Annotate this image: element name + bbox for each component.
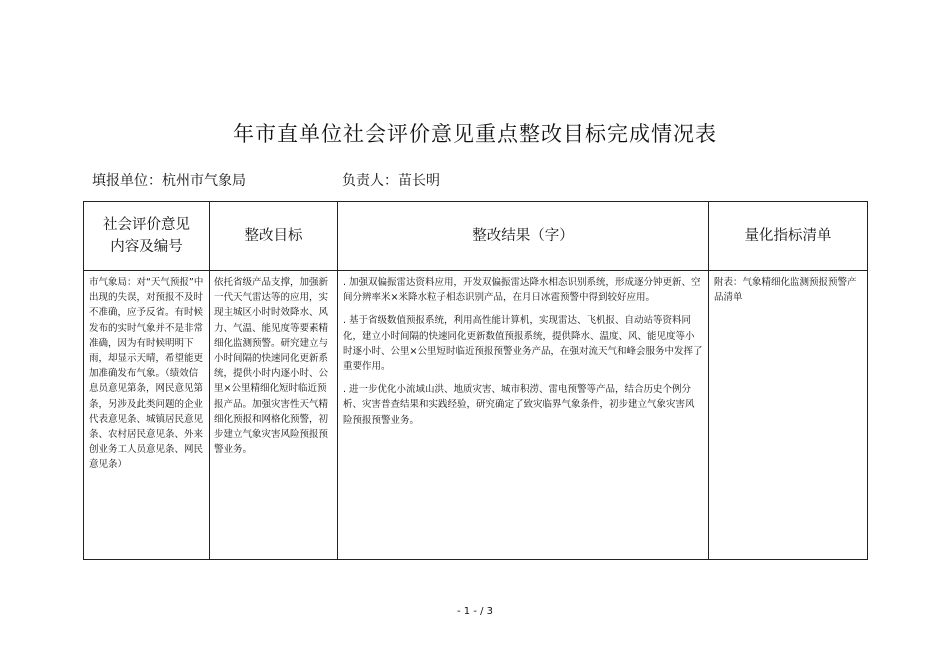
indicators-cell: 附表：气象精细化监测预报预警产品清单 [709, 271, 868, 560]
result-item: . 进一步优化小流域山洪、地质灾害、城市积涝、雷电预警等产品，结合历史个例分析、灾害普查结果和实践经验，研究确定了致灾临界气象条件，初步建立气象灾害风险预报预警业务。 [343, 384, 695, 426]
rectification-table [83, 201, 868, 560]
target-cell: 依托省级产品支撑，加强新一代天气雷达等的应用，实现主城区小时时效降水、风力、气温、能见度等要素精细化监测预警。研究建立与小时间隔的快速同化更新系统，提供小时内逐小时、公里×公里精细化短时临近预报产品。加强灾害性天气精细化预报和网格化预警，初步建立气象灾害风险预报预警业务。 [210, 271, 338, 560]
result-item: . 基于省级数值预报系统，利用高性能计算机，实现雷达、飞机报、自动站等资料同化，建立小时间隔的快速同化更新数值预报系统，提供降水、温度、风、能见度等小时逐小时、公里×公里短时临近预报预警业务产品，在强对流天气和峰会服务中发挥了重要作用。 [343, 315, 703, 373]
table-row [84, 271, 868, 560]
header-target: 整改目标 [210, 202, 338, 271]
document-title: 年市直单位社会评价意见重点整改目标完成情况表 [233, 122, 717, 146]
result-item: . 加强双偏振雷达资料应用，开发双偏振雷达降水相态识别系统，形成逐分钟更新、空间分辨率米×米降水粒子相态识别产品，在月日冰雹预警中得到较好应用。 [343, 277, 701, 304]
responsible-person: 负责人：苗长明 [342, 173, 440, 189]
result-cell [338, 271, 709, 560]
opinion-cell: 市气象局：对“天气预报”中出现的失误，对预报不及时不准确，应予反省。有时候发布的实时气象并不是非常准确，因为有时候明明下雨，却显示天晴，希望能更加准确发布气象。（绩效信息员意见第条，网民意见第条，另涉及此类问题的企业代表意见条、城镇居民意见条、农村居民意见条、外来创业务工人员意见条、网民意见条） [84, 271, 210, 560]
reporting-unit: 填报单位：杭州市气象局 [92, 173, 246, 189]
header-indicators: 量化指标清单 [709, 202, 868, 271]
page-number: - 1 - / 3 [456, 606, 494, 617]
header-opinion: 社会评价意见内容及编号 [84, 202, 210, 271]
header-result: 整改结果（字） [338, 202, 709, 271]
table-header-row [84, 202, 868, 271]
